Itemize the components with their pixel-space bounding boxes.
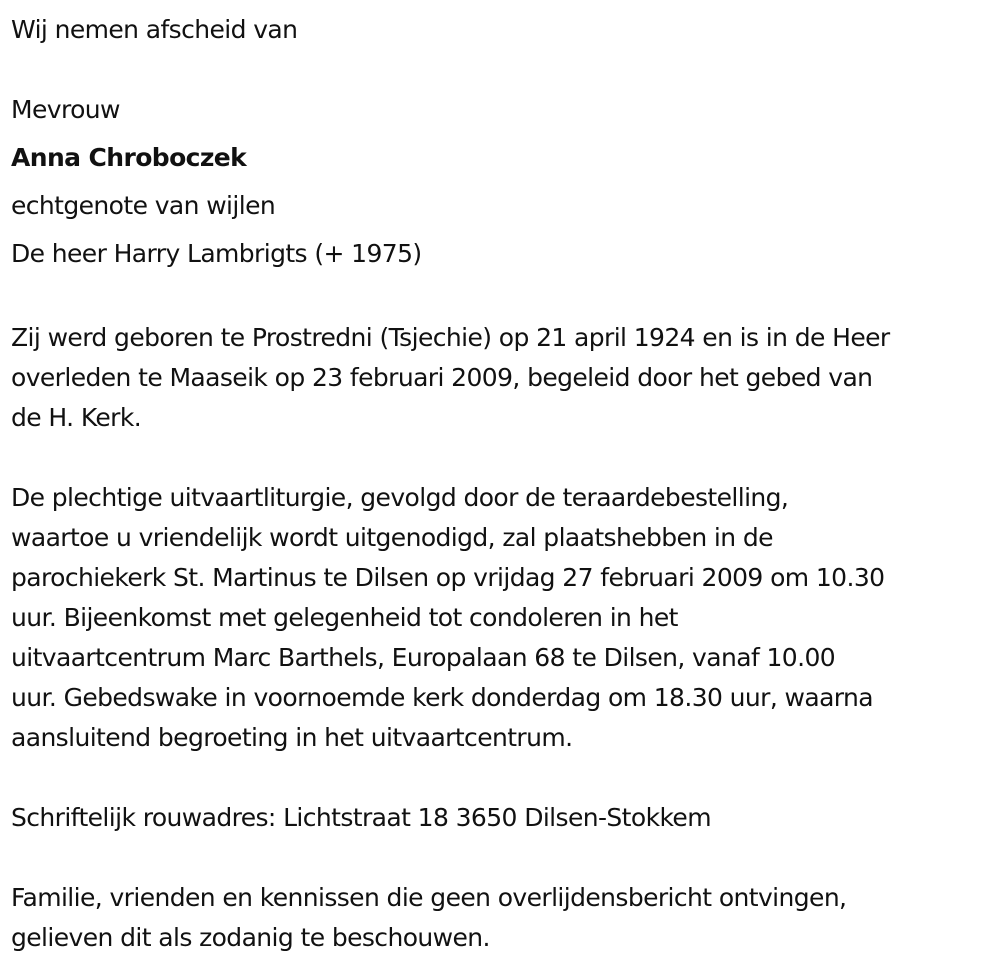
funeral-paragraph — [11, 478, 996, 758]
mourning-address: Schriftelijk rouwadres: Lichtstraat 18 3650 Dilsen-Stokkem — [11, 803, 711, 832]
paragraph-line: gelieven dit als zodanig te beschouwen. — [11, 923, 490, 952]
spacer — [11, 54, 996, 86]
birth-death-paragraph — [11, 318, 996, 438]
obituary-notice — [11, 6, 996, 958]
paragraph-line: parochiekerk St. Martinus te Dilsen op vrijdag 27 februari 2009 om 10.30 — [11, 563, 885, 592]
paragraph-line: overleden te Maaseik op 23 februari 2009, begeleid door het gebed van — [11, 363, 873, 392]
relation-line: echtgenote van wijlen — [11, 191, 276, 220]
salutation: Mevrouw — [11, 95, 120, 124]
spacer — [11, 838, 996, 878]
spacer — [11, 438, 996, 478]
paragraph-line: Familie, vrienden en kennissen die geen overlijdensbericht ontvingen, — [11, 883, 847, 912]
paragraph-line: waartoe u vriendelijk wordt uitgenodigd, zal plaatshebben in de — [11, 523, 773, 552]
paragraph-line: Zij werd geboren te Prostredni (Tsjechie) op 21 april 1924 en is in de Heer — [11, 323, 890, 352]
paragraph-line: uitvaartcentrum Marc Barthels, Europalaan 68 te Dilsen, vanaf 10.00 — [11, 643, 836, 672]
spouse-line: De heer Harry Lambrigts (+ 1975) — [11, 239, 422, 268]
paragraph-line: uur. Bijeenkomst met gelegenheid tot condoleren in het — [11, 603, 678, 632]
closing-paragraph — [11, 878, 996, 958]
paragraph-line: de H. Kerk. — [11, 403, 142, 432]
paragraph-line: De plechtige uitvaartliturgie, gevolgd door de teraardebestelling, — [11, 483, 789, 512]
spacer — [11, 758, 996, 798]
paragraph-line: aansluitend begroeting in het uitvaartcentrum. — [11, 723, 573, 752]
spacer — [11, 278, 996, 318]
intro-line: Wij nemen afscheid van — [11, 15, 298, 44]
paragraph-line: uur. Gebedswake in voornoemde kerk donderdag om 18.30 uur, waarna — [11, 683, 874, 712]
deceased-name: Anna Chroboczek — [11, 143, 247, 172]
